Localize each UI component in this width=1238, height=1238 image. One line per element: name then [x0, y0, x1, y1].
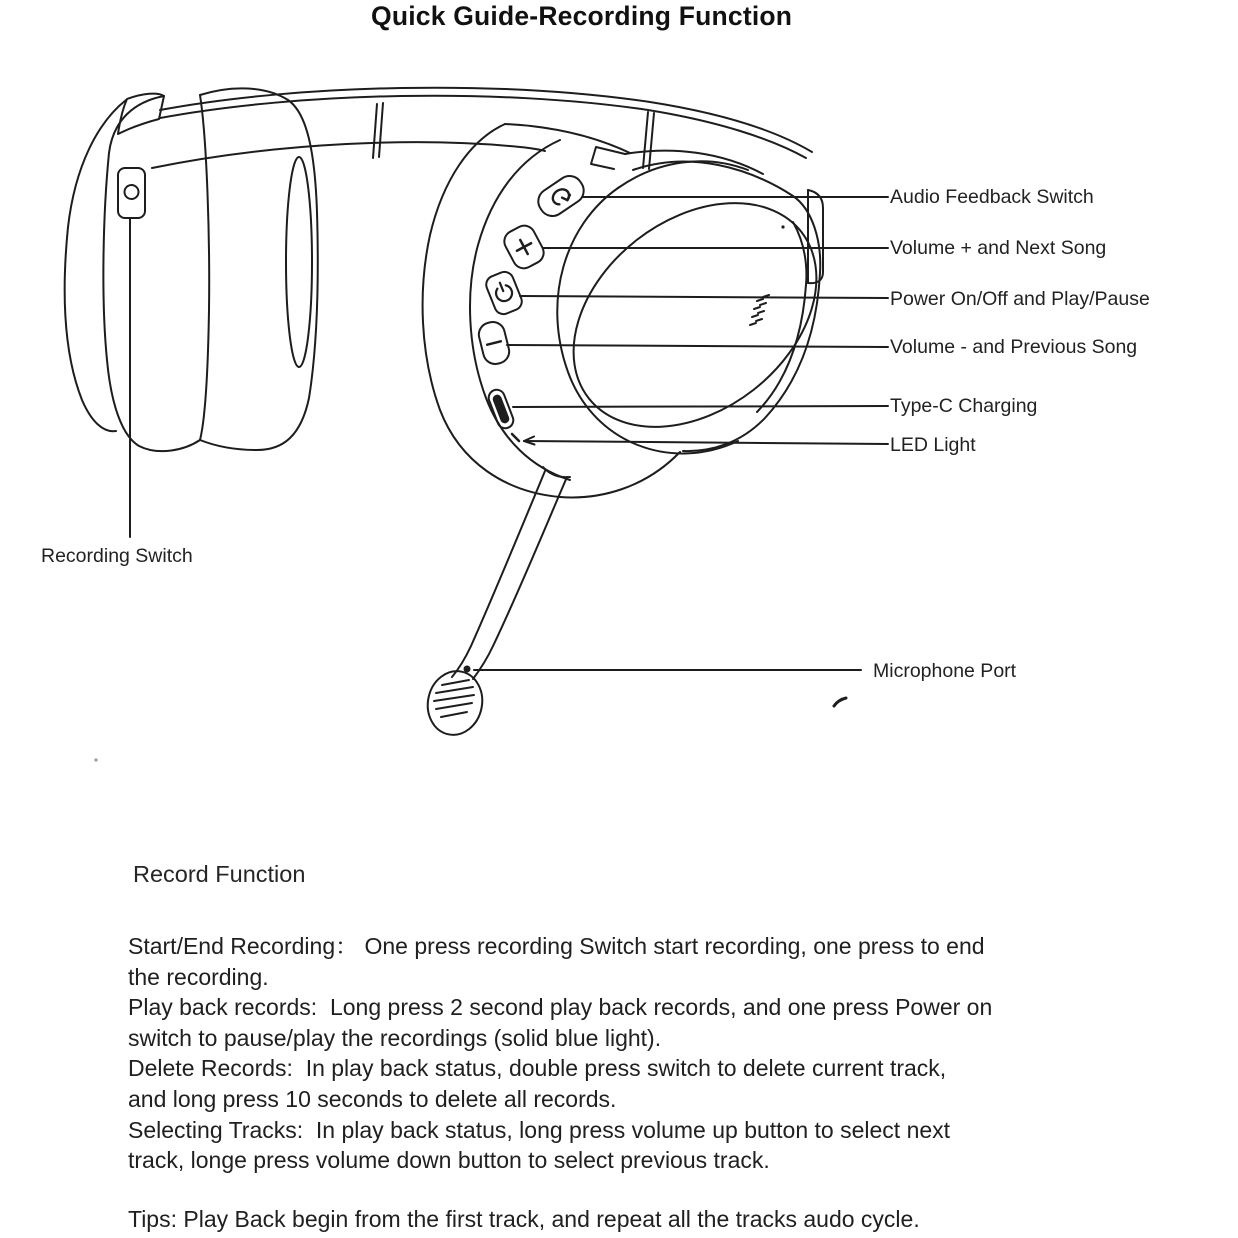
text-line: switch to pause/play the recordings (solid blue light).	[128, 1024, 662, 1051]
microphone-boom	[422, 467, 570, 740]
leader-volume-down	[507, 345, 888, 347]
leader-led	[524, 441, 888, 444]
text-line: Play back records: Long press 2 second play back records, and one press Power on	[128, 994, 993, 1021]
audio-feedback-button	[533, 171, 588, 221]
label-microphone-port: Microphone Port	[873, 660, 1017, 682]
text-line: and long press 10 seconds to delete all records.	[128, 1085, 617, 1112]
record-function-text	[128, 931, 992, 1176]
label-recording-switch: Recording Switch	[41, 545, 193, 567]
left-ear-cup	[65, 88, 318, 451]
record-function-heading: Record Function	[133, 861, 306, 887]
text-line: Selecting Tracks: In play back status, long press volume up button to select next	[128, 1116, 951, 1143]
tips-text: Tips: Play Back begin from the first track, and repeat all the tracks audo cycle.	[128, 1206, 920, 1232]
loop-arrow-icon	[550, 186, 572, 207]
led-dot	[512, 434, 519, 441]
mesh-texture	[750, 295, 769, 325]
power-button	[484, 269, 525, 317]
text-line: Delete Records: In play back status, double press switch to delete current track,	[128, 1055, 947, 1082]
headband	[152, 88, 823, 451]
label-volume-up: Volume + and Next Song	[890, 237, 1107, 259]
label-audio-feedback-switch: Audio Feedback Switch	[890, 186, 1094, 208]
leader-lines	[130, 197, 888, 670]
label-type-c: Type-C Charging	[890, 395, 1038, 417]
label-power: Power On/Off and Play/Pause	[890, 288, 1150, 310]
volume-down-button	[476, 319, 511, 366]
text-line: Start/End Recording： One press recording Switch start recording, one press to end	[128, 933, 985, 959]
label-led: LED Light	[890, 434, 976, 456]
minus-icon	[487, 341, 501, 344]
plus-icon	[513, 236, 535, 258]
recording-switch-button	[118, 168, 145, 218]
volume-up-button	[500, 222, 547, 272]
power-icon	[492, 280, 514, 304]
right-ear-cup	[423, 124, 860, 706]
leader-power	[520, 296, 888, 298]
page-title: Quick Guide-Recording Function	[371, 1, 793, 31]
text-line: the recording.	[128, 963, 269, 990]
text-line: track, longe press volume down button to select previous track.	[128, 1147, 770, 1174]
label-volume-down: Volume - and Previous Song	[890, 336, 1138, 358]
leader-type-c	[513, 406, 888, 407]
microphone-grille	[422, 666, 488, 740]
